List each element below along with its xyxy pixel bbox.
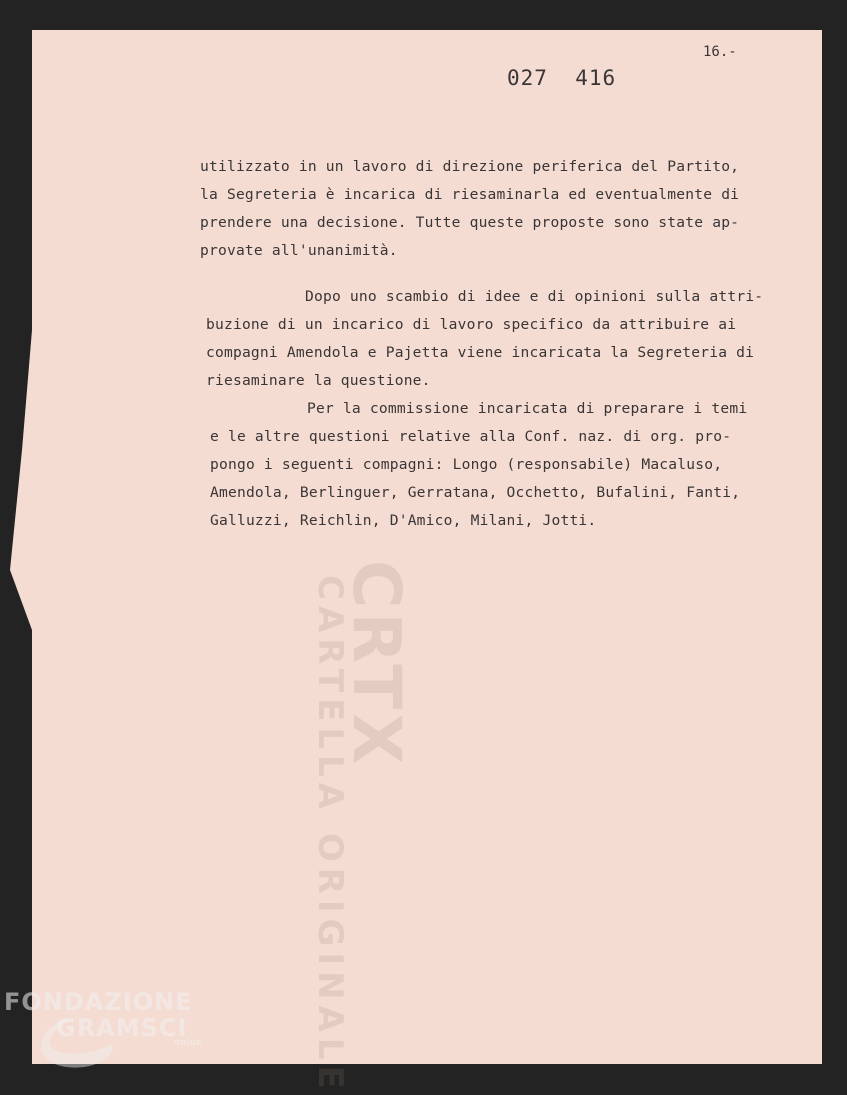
text-line: Amendola, Berlinguer, Gerratana, Occhetto, Bufalini, Fanti, (210, 484, 741, 501)
archive-number: 027 416 (507, 66, 617, 90)
text-line: e le altre questioni relative alla Conf. naz. di org. pro- (210, 428, 732, 445)
watermark-stamp: CRTX (338, 560, 415, 769)
page-number: 16.- (703, 44, 737, 60)
logo-swirl-icon (34, 1014, 124, 1072)
text-line: la Segreteria è incarica di riesaminarla ed eventualmente di (200, 186, 740, 203)
text-line: provate all'unanimità. (200, 242, 398, 259)
text-line: utilizzato in un lavoro di direzione periferica del Partito, (200, 158, 740, 175)
fondazione-gramsci-logo (4, 988, 201, 1048)
logo-line-1: FONDAZIONE (4, 988, 193, 1016)
text-line: buzione di un incarico di lavoro specifico da attribuire ai (206, 316, 737, 333)
text-line: pongo i seguenti compagni: Longo (responsabile) Macaluso, (210, 456, 723, 473)
text-line: compagni Amendola e Pajetta viene incaricata la Segreteria di (206, 344, 755, 361)
logo-line-3: onlus (174, 1038, 202, 1048)
text-line: Dopo uno scambio di idee e di opinioni sulla attri- (305, 288, 764, 305)
text-line: Galluzzi, Reichlin, D'Amico, Milani, Jotti. (210, 512, 597, 529)
watermark-stamp-small: CARTELLA ORIGINALE (310, 575, 350, 1095)
text-line: prendere una decisione. Tutte queste proposte sono state ap- (200, 214, 740, 231)
text-line: Per la commissione incaricata di preparare i temi (307, 400, 748, 417)
logo-line-2: GRAMSCI (56, 1014, 188, 1042)
text-line: riesaminare la questione. (206, 372, 431, 389)
